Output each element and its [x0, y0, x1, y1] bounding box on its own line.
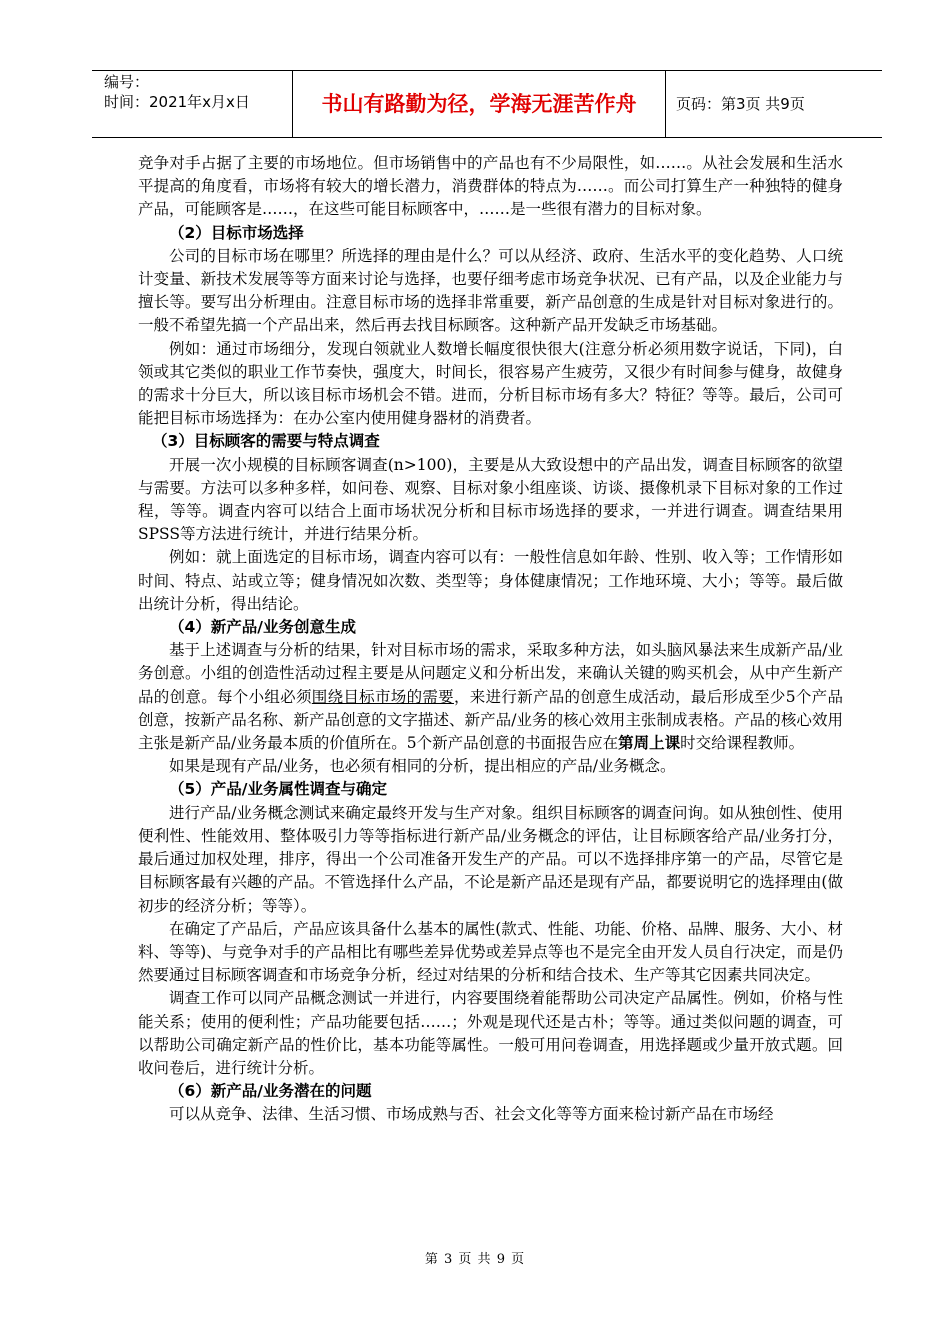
underlined-text: 围绕目标市场的需要 [311, 687, 454, 706]
paragraph: 例如：就上面选定的目标市场，调查内容可以有：一般性信息如年龄、性别、收入等；工作情形如时间、特点、站或立等；健身情况如次数、类型等；身体健康情况；工作地环境、大小；等等。最后做出统计分析，得出结论。 [138, 548, 843, 613]
paragraph: 如果是现有产品/业务，也必须有相同的分析，提出相应的产品/业务概念。 [169, 757, 676, 776]
page-footer: 第 3 页 共 9 页 [424, 1252, 526, 1267]
paragraph: 可以从竞争、法律、生活习惯、市场成熟与否、社会文化等等方面来检讨新产品在市场经 [169, 1105, 774, 1124]
document-body [138, 152, 843, 1127]
paragraph: 竞争对手占据了主要的市场地位。但市场销售中的产品也有不少局限性，如……。从社会发展和生活水平提高的角度看，市场将有较大的增长潜力，消费群体的特点为……。而公司打算生产一种独特的健身产品，可能顾客是……，在这些可能目标顾客中，……是一些很有潜力的目标对象。 [138, 154, 843, 219]
paragraph: 例如：通过市场细分，发现白领就业人数增长幅度很快很大(注意分析必须用数字说话，下同)，白领或其它类似的职业工作节奏快，强度大，时间长，很容易产生疲劳，又很少有时间参与健身，故健身的需求十分巨大，所以该目标市场机会不错。进而，分析目标市场有多大？特征？等等。最后，公司可能把目标市场选择为：在办公室内使用健身器材的消费者。 [138, 339, 843, 428]
time-label: 时间：2021年x月x日 [104, 93, 250, 111]
paragraph-text: 时交给课程教师。 [680, 734, 805, 753]
section-heading: （6）新产品/业务潜在的问题 [169, 1082, 372, 1101]
paragraph: 进行产品/业务概念测试来确定最终开发与生产对象。组织目标顾客的调查问询。如从独创性、使用便利性、性能效用、整体吸引力等等指标进行新产品/业务概念的评估，让目标顾客给产品/业务打分，最后通过加权处理，排序，得出一个公司准备开发生产的产品。可以不选择排序第一的产品，尽管它是目标顾客最有兴趣的产品。不管选择什么产品，不论是新产品还是现有产品，都要说明它的选择理由(做初步的经济分析；等等）。 [138, 803, 843, 915]
header-page-info: 页码：第3页 共9页 [676, 95, 805, 113]
paragraph-text: 基于上述调查与分析的结果，针对目标市场的需求，采取多种方法，如头脑风暴法来生成新产品/业务创意。小组的创造性活动过程主要是从问题定义和分析出发，来确认关键的购买机会，从中产生新产品的创意。每个小组必须 [138, 641, 843, 706]
section-heading: （5）产品/业务属性调查与确定 [169, 780, 387, 799]
number-label: 编号： [104, 73, 150, 91]
header-motto: 书山有路勤为径，学海无涯苦作舟 [293, 71, 666, 137]
bold-text: 第周上课 [618, 734, 681, 753]
paragraph: 开展一次小规模的目标顾客调查(n>100)，主要是从大致设想中的产品出发，调查目标顾客的欲望与需要。方法可以多种多样，如问卷、观察、目标对象小组座谈、访谈、摄像机录下目标对象的工作过程，等等。调查内容可以结合上面市场状况分析和目标市场选择的要求，一并进行调查。调查结果用SPSS等方法进行统计，并进行结果分析。 [138, 455, 843, 544]
paragraph-text: ，来进行新产品的创意生成活动，最后形成至少5个产品创意，按新产品名称、新产品创意的文字描述、新产品/业务的核心效用主张制成表格。产品的核心效用主张是新产品/业务最本质的价值所在。5个新产品创意的书面报告应在 [138, 687, 843, 753]
header-meta-cell [92, 71, 293, 137]
paragraph: 在确定了产品后，产品应该具备什么基本的属性(款式、性能、功能、价格、品牌、服务、大小、材料、等等)、与竞争对手的产品相比有哪些差异优势或差异点等也不是完全由开发人员自行决定，而是仍然要通过目标顾客调查和市场竞争分析，经过对结果的分析和结合技术、生产等其它因素共同决定。 [138, 919, 843, 985]
section-heading: （3）目标顾客的需要与特点调查 [152, 432, 380, 451]
header-table [92, 70, 882, 138]
paragraph: 调查工作可以同产品概念测试一并进行，内容要围绕着能帮助公司决定产品属性。例如，价格与性能关系；使用的便利性；产品功能要包括……；外观是现代还是古朴；等等。通过类似问题的调查，可以帮助公司确定新产品的性价比，基本功能等属性。一般可用问卷调查，用选择题或少量开放式题。回收问卷后，进行统计分析。 [138, 989, 843, 1077]
section-heading: （2）目标市场选择 [169, 223, 304, 242]
paragraph: 公司的目标市场在哪里？所选择的理由是什么？可以从经济、政府、生活水平的变化趋势、人口统计变量、新技术发展等等方面来讨论与选择，也要仔细考虑市场竞争状况、已有产品，以及企业能力与擅长等。要写出分析理由。注意目标市场的选择非常重要，新产品创意的生成是针对目标对象进行的。一般不希望先搞一个产品出来，然后再去找目标顾客。这种新产品开发缺乏市场基础。 [138, 246, 843, 335]
section-heading: （4）新产品/业务创意生成 [169, 618, 356, 637]
paragraph [138, 639, 843, 755]
